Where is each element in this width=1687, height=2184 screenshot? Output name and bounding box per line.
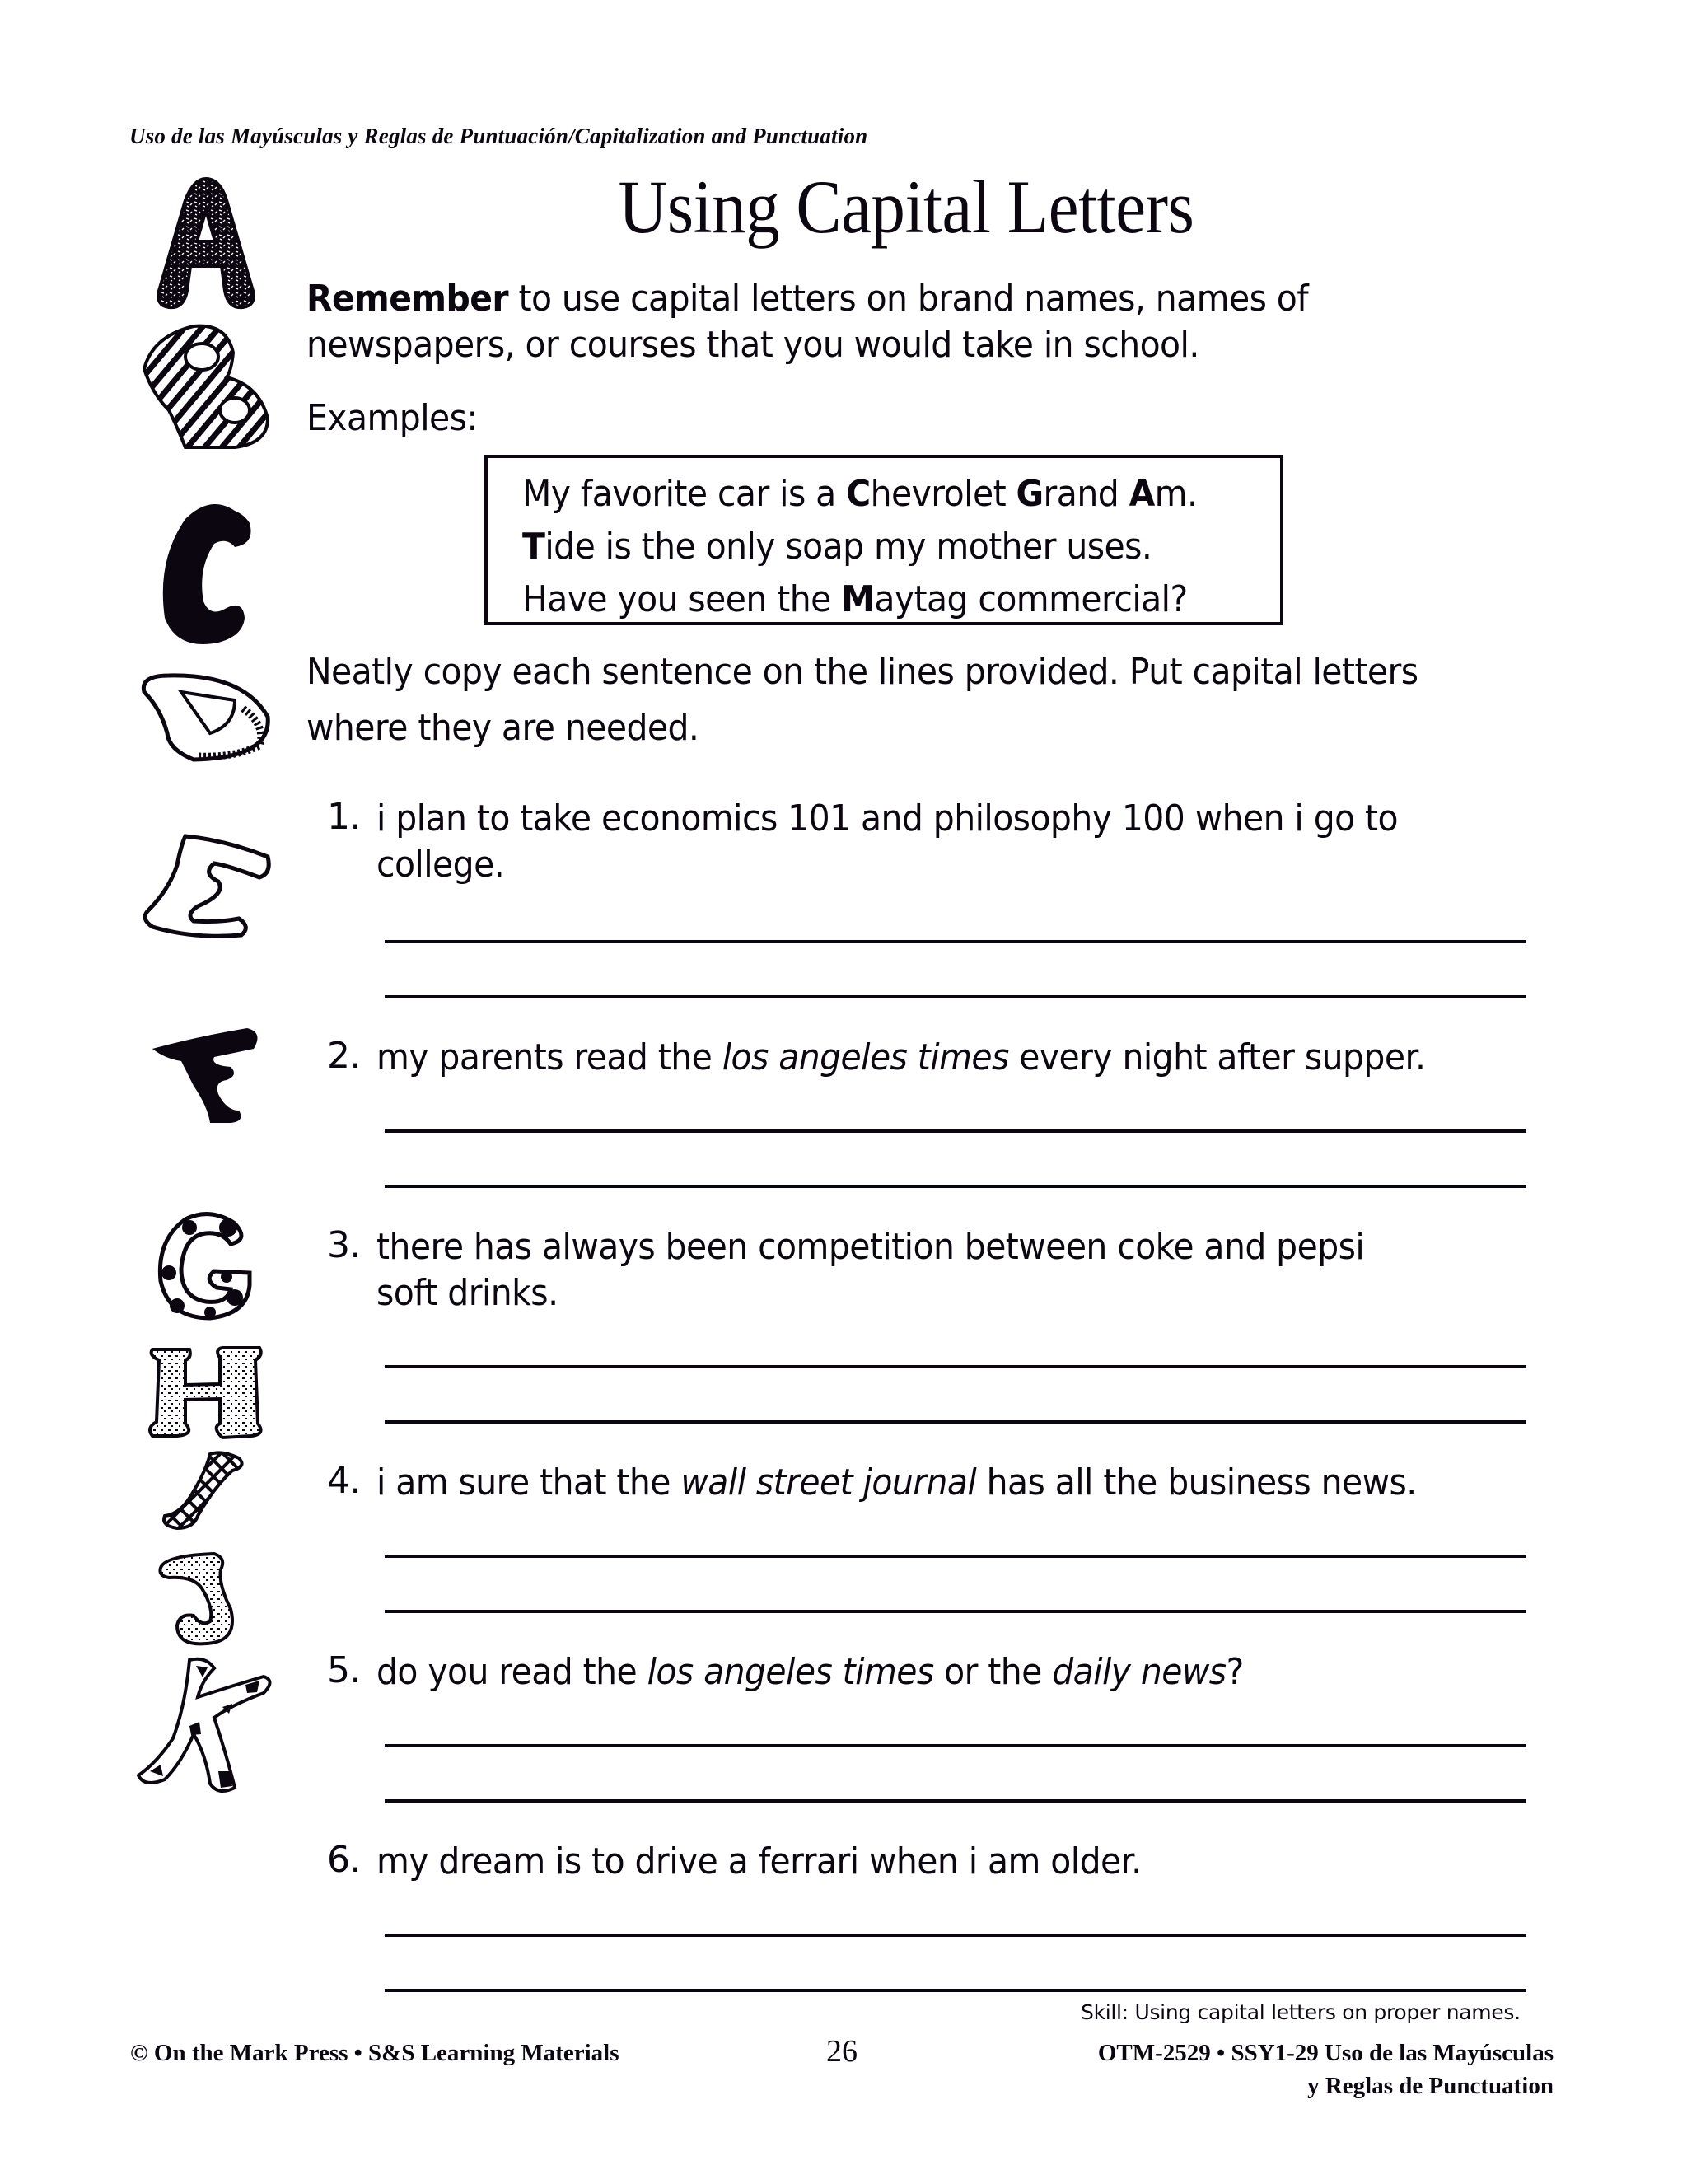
item-number: 1. — [327, 796, 361, 838]
item-number: 2. — [327, 1035, 361, 1077]
item-sentence — [376, 1460, 1417, 1506]
item-text: has all the business news. — [976, 1461, 1417, 1504]
writing-line[interactable] — [385, 1989, 1526, 1992]
writing-line[interactable] — [385, 1129, 1526, 1133]
decorative-letter-f-icon — [124, 1022, 288, 1129]
item-sentence-line-2: soft drinks. — [376, 1272, 558, 1314]
product-code-line-2: y Reglas de Punctuation — [1307, 2073, 1554, 2099]
writing-line[interactable] — [385, 1185, 1526, 1188]
item-text: i am sure that the — [376, 1461, 681, 1504]
item-text: my parents read the — [376, 1036, 722, 1078]
writing-line[interactable] — [385, 1555, 1526, 1558]
item-sentence — [376, 1839, 1142, 1885]
decorative-letter-a-icon — [124, 173, 288, 313]
example-capital: M — [841, 578, 875, 620]
intro-line-1 — [306, 276, 1308, 322]
item-sentence-line-1: there has always been competition between coke and pepsi — [376, 1226, 1365, 1268]
item-sentence-line-2: college. — [376, 844, 505, 886]
running-header: Uso de las Mayúsculas y Reglas de Puntuación/Capitalization and Punctuation — [129, 124, 868, 148]
decorative-letter-k-icon — [124, 1656, 288, 1796]
item-text: ? — [1226, 1651, 1244, 1693]
writing-line[interactable] — [385, 1934, 1526, 1937]
example-text: aytag commercial? — [874, 578, 1188, 620]
writing-line[interactable] — [385, 1799, 1526, 1803]
page-title — [91, 163, 1687, 250]
writing-line[interactable] — [385, 1420, 1526, 1424]
example-text: My favorite car is a — [522, 473, 847, 515]
writing-line[interactable] — [385, 1610, 1526, 1613]
example-text: ide is the only soap my mother uses. — [544, 526, 1152, 568]
writing-line[interactable] — [385, 995, 1526, 998]
item-text: every night after supper. — [1008, 1036, 1426, 1078]
example-capital: T — [522, 526, 545, 568]
example-capital: C — [846, 473, 871, 515]
item-sentence — [376, 1035, 1425, 1081]
item-italic-title: los angeles times — [647, 1651, 934, 1693]
example-text: rand — [1043, 473, 1129, 515]
example-capital: G — [1016, 473, 1044, 515]
item-number: 4. — [327, 1460, 361, 1502]
skill-note: Skill: Using capital letters on proper names. — [1081, 2000, 1521, 2024]
item-italic-title: daily news — [1052, 1651, 1227, 1693]
instructions-line-2: where they are needed. — [306, 707, 699, 749]
instructions — [306, 644, 1418, 756]
page-title-text: Using Capital Letters — [618, 165, 1194, 249]
intro-lead-word: Remember — [306, 278, 509, 320]
instructions-line-1: Neatly copy each sentence on the lines provided. Put capital letters — [306, 651, 1418, 693]
item-italic-title: wall street journal — [680, 1461, 977, 1504]
examples-box — [484, 455, 1283, 625]
intro-paragraph — [306, 276, 1308, 368]
item-sentence — [376, 1224, 1364, 1316]
item-number: 5. — [327, 1649, 361, 1691]
writing-line[interactable] — [385, 1365, 1526, 1368]
item-text: or the — [933, 1651, 1053, 1693]
product-code-line-1: OTM-2529 • SSY1-29 Uso de las Mayúsculas — [1097, 2040, 1554, 2066]
item-sentence-line-1: i plan to take economics 101 and philosophy 100 when i go to — [376, 797, 1399, 839]
decorative-letter-g-icon — [124, 1207, 288, 1322]
example-text: hevrolet — [870, 473, 1016, 515]
writing-line[interactable] — [385, 940, 1526, 943]
examples-label: Examples: — [306, 397, 478, 439]
decorative-letter-b-icon — [124, 317, 288, 453]
decorative-letter-h-icon — [124, 1343, 288, 1442]
copyright-notice: © On the Mark Press • S&S Learning Materials — [130, 2040, 619, 2066]
intro-line-2: newspapers, or courses that you would take in school. — [306, 324, 1199, 366]
example-capital: A — [1129, 473, 1155, 515]
example-sentence-1 — [522, 473, 1197, 515]
decorative-letter-e-icon — [124, 832, 288, 947]
decorative-letter-c-icon — [124, 494, 288, 651]
item-sentence — [376, 796, 1398, 888]
item-text: my dream is to drive a ferrari when i am older. — [376, 1840, 1142, 1882]
decorative-letter-i-icon — [124, 1446, 288, 1536]
page-number: 26 — [826, 2034, 858, 2069]
item-sentence — [376, 1649, 1244, 1695]
example-sentence-3 — [522, 578, 1188, 620]
example-sentence-2 — [522, 526, 1152, 568]
item-text: do you read the — [376, 1651, 647, 1693]
intro-line-1-rest: to use capital letters on brand names, names of — [508, 278, 1309, 320]
example-text: Have you seen the — [522, 578, 842, 620]
example-text: m. — [1154, 473, 1198, 515]
item-italic-title: los angeles times — [722, 1036, 1009, 1078]
item-number: 3. — [327, 1224, 361, 1266]
decorative-letter-d-icon — [124, 663, 288, 770]
item-number: 6. — [327, 1839, 361, 1881]
decorative-letter-j-icon — [124, 1549, 288, 1652]
writing-line[interactable] — [385, 1744, 1526, 1747]
